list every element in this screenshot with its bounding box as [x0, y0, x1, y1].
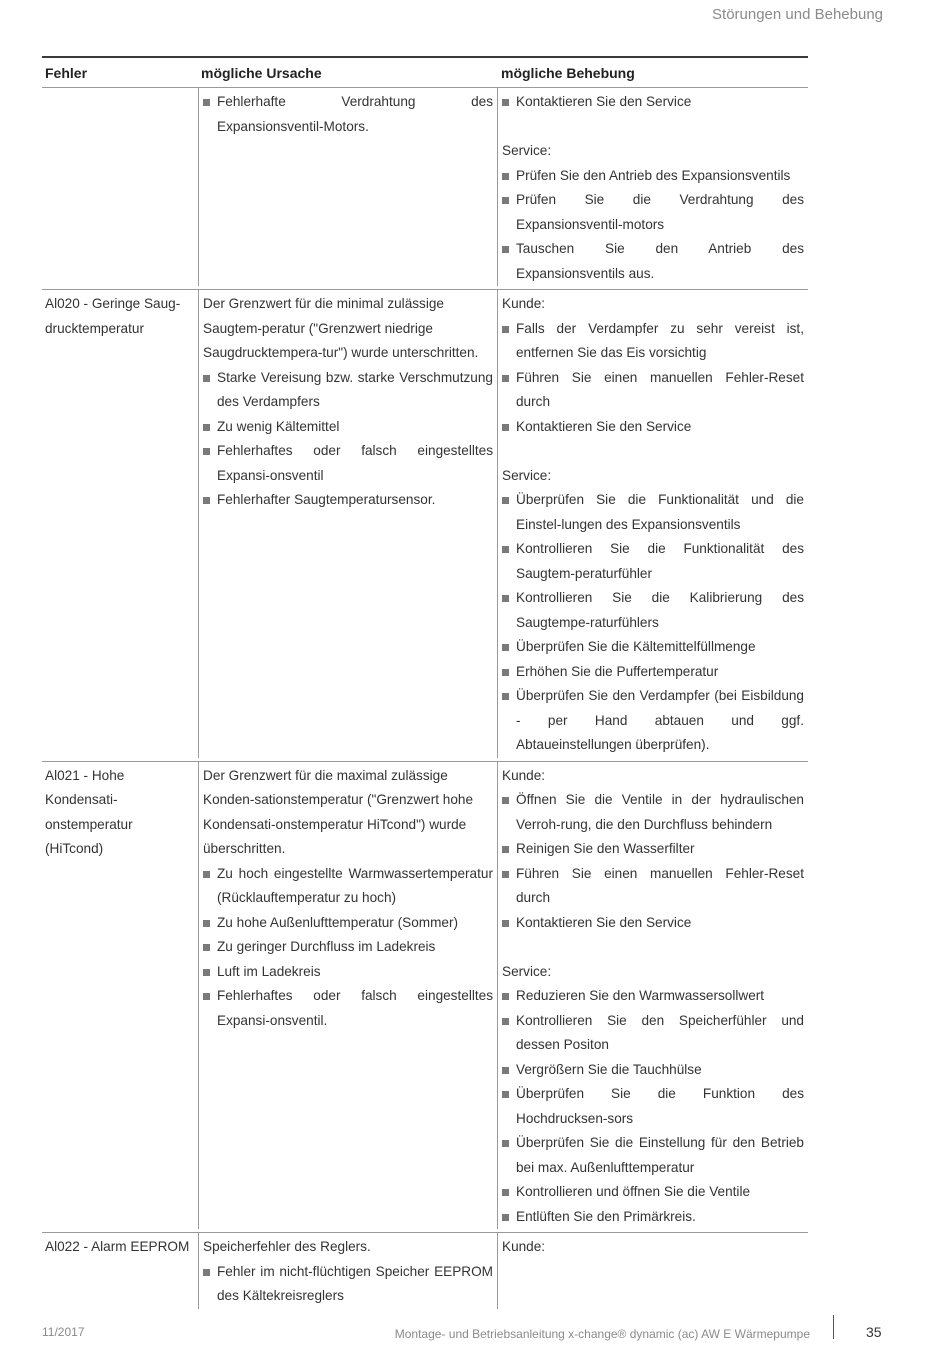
service-label: Service: [502, 963, 552, 979]
cause-cell [198, 88, 498, 286]
service-label: Service: [502, 467, 552, 483]
error-cell: Al022 - Alarm EEPROM [45, 1239, 190, 1254]
column-header-remedy: mögliche Behebung [501, 65, 635, 81]
customer-action-item: Reinigen Sie den Wasserfilter [502, 837, 804, 862]
cause-item: Fehlerhaftes oder falsch eingestelltes Expansi-onsventil. [203, 984, 493, 1033]
service-action-item: Überprüfen Sie den Verdampfer (bei Eisbildung - per Hand abtauen und ggf. Abtaueinstellungen überprüfen). [502, 684, 804, 758]
customer-action-item: Öffnen Sie die Ventile in der hydraulischen Verroh-rung, die den Durchfluss behindern [502, 788, 804, 837]
customer-label: Kunde: [502, 1239, 546, 1254]
service-action-item: Kontrollieren Sie den Speicherfühler und dessen Positon [502, 1009, 804, 1058]
customer-action-item: Führen Sie einen manuellen Fehler-Reset durch [502, 366, 804, 415]
customer-action-item: Kontaktieren Sie den Service [502, 911, 804, 936]
remedy-cell [498, 1233, 808, 1309]
cause-item: Zu geringer Durchfluss im Ladekreis [203, 935, 493, 960]
remedy-spacer [502, 935, 804, 960]
service-action-item: Überprüfen Sie die Funktionalität und die Einstel-lungen des Expansionsventils [502, 488, 804, 537]
cause-item: Luft im Ladekreis [203, 960, 493, 985]
service-action-item-list [502, 488, 804, 758]
table-row [42, 762, 808, 1234]
column-header-cause: mögliche Ursache [201, 65, 322, 81]
cause-item: Fehlerhaftes oder falsch eingestelltes Expansi-onsventil [203, 439, 493, 488]
footer-divider [833, 1315, 834, 1339]
customer-action-item: Führen Sie einen manuellen Fehler-Reset durch [502, 862, 804, 911]
customer-label: Kunde: [502, 296, 546, 311]
table-row [42, 88, 808, 290]
service-action-item: Entlüften Sie den Primärkreis. [502, 1205, 804, 1230]
customer-action-item: Falls der Verdampfer zu sehr vereist ist, entfernen Sie das Eis vorsichtig [502, 317, 804, 366]
cause-item-list [203, 1260, 493, 1309]
service-action-item: Überprüfen Sie die Kältemittelfüllmenge [502, 635, 804, 660]
error-cell: Al021 - Hohe Kondensati-onstemperatur (HiTcond) [45, 767, 133, 856]
customer-action-item: Kontaktieren Sie den Service [502, 90, 804, 115]
section-title: Störungen und Behebung [712, 6, 883, 23]
service-action-item: Erhöhen Sie die Puffertemperatur [502, 660, 804, 685]
service-action-item-list [502, 164, 804, 287]
customer-action-item-list [502, 90, 804, 115]
service-action-item: Überprüfen Sie die Funktion des Hochdrucksen-sors [502, 1082, 804, 1131]
remedy-cell [498, 88, 808, 286]
cause-intro: Der Grenzwert für die minimal zulässige Saugtem-peratur ("Grenzwert niedrige Saugdrucktempera-tur") wurde unterschritten. [203, 296, 479, 360]
remedy-cell [498, 762, 808, 1230]
cause-item: Fehler im nicht-flüchtigen Speicher EEPROM des Kältekreisreglers [203, 1260, 493, 1309]
remedy-spacer [502, 439, 804, 464]
cause-cell [198, 1233, 498, 1309]
page-number: 35 [866, 1324, 882, 1340]
cause-item-list [203, 90, 493, 139]
service-action-item: Prüfen Sie den Antrieb des Expansionsventils [502, 164, 804, 189]
cause-item: Zu hoch eingestellte Warmwassertemperatur (Rücklauftemperatur zu hoch) [203, 862, 493, 911]
service-action-item: Überprüfen Sie die Einstellung für den Betrieb bei max. Außenlufttemperatur [502, 1131, 804, 1180]
footer-date: 11/2017 [42, 1325, 85, 1339]
troubleshooting-table [42, 56, 808, 1312]
cause-item: Zu wenig Kältemittel [203, 415, 493, 440]
cause-cell [198, 290, 498, 758]
cause-intro: Der Grenzwert für die maximal zulässige Konden-sationstemperatur ("Grenzwert hohe Kondensati-onstemperatur HiTcond") wurde überschritten. [203, 767, 474, 856]
column-header-error: Fehler [45, 65, 88, 81]
service-action-item: Kontrollieren Sie die Funktionalität des Saugtem-peraturfühler [502, 537, 804, 586]
remedy-spacer [502, 115, 804, 140]
table-row [42, 1233, 808, 1312]
cause-item: Starke Vereisung bzw. starke Verschmutzung des Verdampfers [203, 366, 493, 415]
error-cell: Al020 - Geringe Saug-drucktemperatur [45, 296, 181, 336]
customer-label: Kunde: [502, 767, 546, 783]
customer-action-item-list [502, 317, 804, 440]
customer-action-item-list [502, 788, 804, 935]
cause-item: Fehlerhafte Verdrahtung des Expansionsventil-Motors. [203, 90, 493, 139]
service-action-item: Reduzieren Sie den Warmwassersollwert [502, 984, 804, 1009]
cause-item: Fehlerhafter Saugtemperatursensor. [203, 488, 493, 513]
cause-item-list [203, 366, 493, 513]
service-action-item: Prüfen Sie die Verdrahtung des Expansionsventil-motors [502, 188, 804, 237]
service-action-item: Kontrollieren Sie die Kalibrierung des Saugtempe-raturfühlers [502, 586, 804, 635]
remedy-cell [498, 290, 808, 758]
error-cell [42, 88, 198, 286]
table-row [42, 290, 808, 762]
service-action-item: Vergrößern Sie die Tauchhülse [502, 1058, 804, 1083]
service-label: Service: [502, 143, 552, 158]
service-action-item: Tauschen Sie den Antrieb des Expansionsventils aus. [502, 237, 804, 286]
table-body [42, 88, 808, 1312]
cause-item: Zu hohe Außenlufttemperatur (Sommer) [203, 911, 493, 936]
table-header [42, 58, 808, 88]
cause-intro: Speicherfehler des Reglers. [203, 1239, 371, 1254]
service-action-item-list [502, 984, 804, 1229]
footer-document-title: Montage- und Betriebsanleitung x-change® dynamic (ac) AW E Wärmepumpe [394, 1327, 810, 1341]
service-action-item: Kontrollieren und öffnen Sie die Ventile [502, 1180, 804, 1205]
customer-action-item: Kontaktieren Sie den Service [502, 415, 804, 440]
cause-item-list [203, 862, 493, 1034]
cause-cell [198, 762, 498, 1230]
